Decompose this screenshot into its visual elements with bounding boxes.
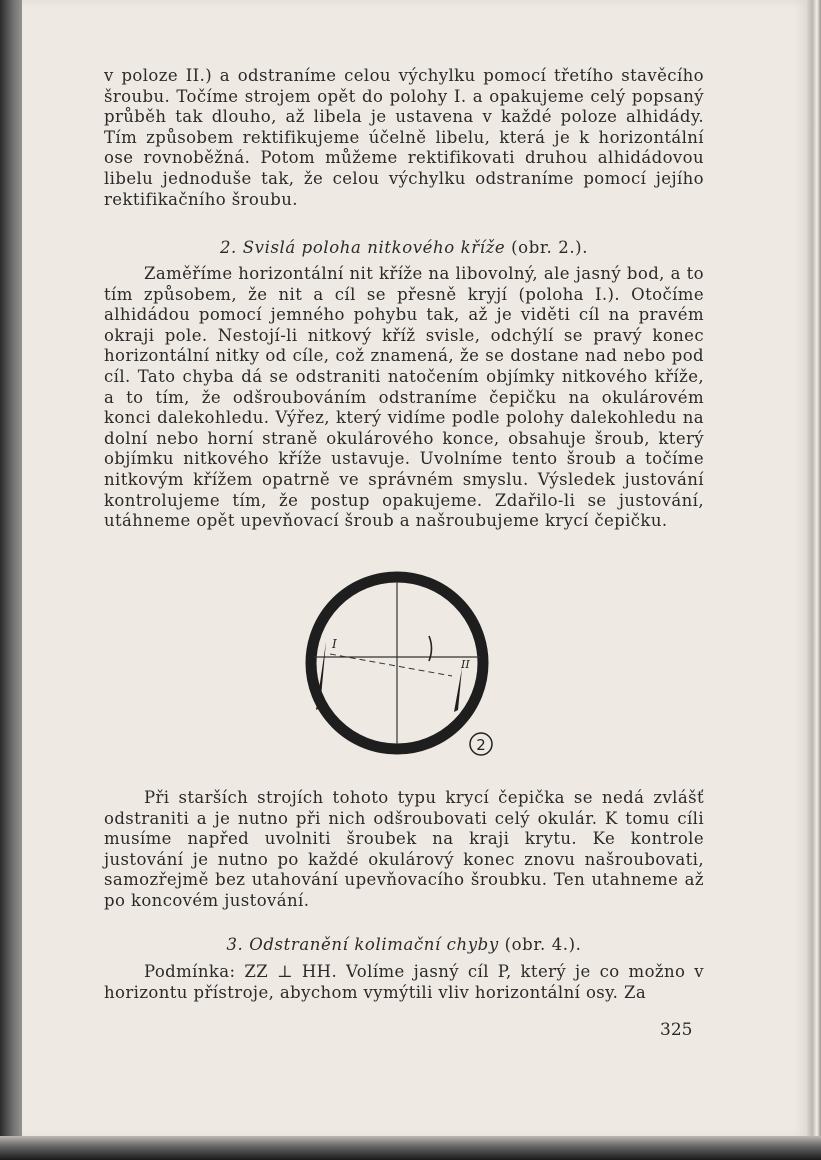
heading-3-number: 3. (226, 935, 244, 954)
reticle-diagram (300, 560, 500, 770)
paragraph-1-block (104, 66, 704, 210)
right-edge-mark (454, 668, 462, 712)
paragraph-3: Při starších strojích tohoto typu krycí čepička se nedá zvlášť odstraniti a je nutno při nich odšroubovati celý okulár. K tomu cíli musíme napřed uvolniti šroubek na kraji krytu. Ke kontrole justování je nutno po každé okulárový konec znovu našroubovati, samozřejmě bez utahování upevňovacího šroubku. Ten utahneme až po koncovém justování. (104, 788, 704, 910)
section-heading-2 (104, 238, 704, 257)
label-position-ii: II (461, 658, 470, 671)
heading-3-ref: (obr. 4.). (498, 935, 582, 954)
page-edge-right (807, 0, 821, 1160)
label-position-i: I (332, 637, 337, 651)
heading-2-ref: (obr. 2.). (505, 238, 589, 257)
figure-2-reticle (300, 560, 500, 770)
paragraph-2-block (104, 264, 704, 532)
paragraph-4: Podmínka: ZZ ⊥ HH. Volíme jasný cíl P, který je co možno v horizontu přístroje, abychom vymýtili vliv horizontální osy. Za (104, 962, 704, 1002)
paragraph-1: v poloze II.) a odstraníme celou výchylku pomocí třetího stavěcího šroubu. Točíme strojem opět do polohy I. a opakujeme celý popsaný průběh tak dlouho, až libela je ustavena v každé poloze alhidády. Tím způsobem rektifikujeme účelně libelu, která je k horizontální ose rovnoběžná. Potom můžeme rektifikovati druhou alhidádovou libelu jednoduše tak, že celou výchylku odstraníme pomocí jejího rektifikačního šroubu. (104, 66, 704, 209)
figure-number: 2 (476, 736, 486, 754)
paragraph-4-block (104, 962, 704, 1003)
heading-2-title: Svislá poloha nitkového kříže (242, 238, 506, 257)
section-heading-3 (104, 935, 704, 954)
heading-3-title: Odstranění kolimační chyby (249, 935, 499, 954)
page-bottom-edge (0, 1136, 821, 1160)
page-number: 325 (660, 1020, 693, 1040)
heading-2-number: 2. (219, 238, 237, 257)
paragraph-2: Zaměříme horizontální nit kříže na libovolný, ale jasný bod, a to tím způsobem, že nit a cíl se přesně kryjí (poloha I.). Otočíme alhidádou pomocí jemného pohybu tak, až je viděti cíl na pravém okraji pole. Nestojí-li nitkový kříž svisle, odchýlí se pravý konec horizontální nitky od cíle, což znamená, že se dostane nad nebo pod cíl. Tato chyba dá se odstraniti natočením objímky nitkového kříže, a to tím, že odšroubováním odstraníme čepičku na okulárovém konci dalekohledu. Výřez, který vidíme podle polohy dalekohledu na dolní nebo horní straně okulárového konce, obsahuje šroub, který objímku nitkového kříže ustavuje. Uvolníme tento šroub a točíme nitkovým křížem opatrně ve správném smyslu. Výsledek justování kontrolujeme tím, že postup opakujeme. Zdařilo-li se justování, utáhneme opět upevňovací šroub a našroubujeme krycí čepičku. (104, 264, 704, 531)
paragraph-3-block (104, 788, 704, 912)
